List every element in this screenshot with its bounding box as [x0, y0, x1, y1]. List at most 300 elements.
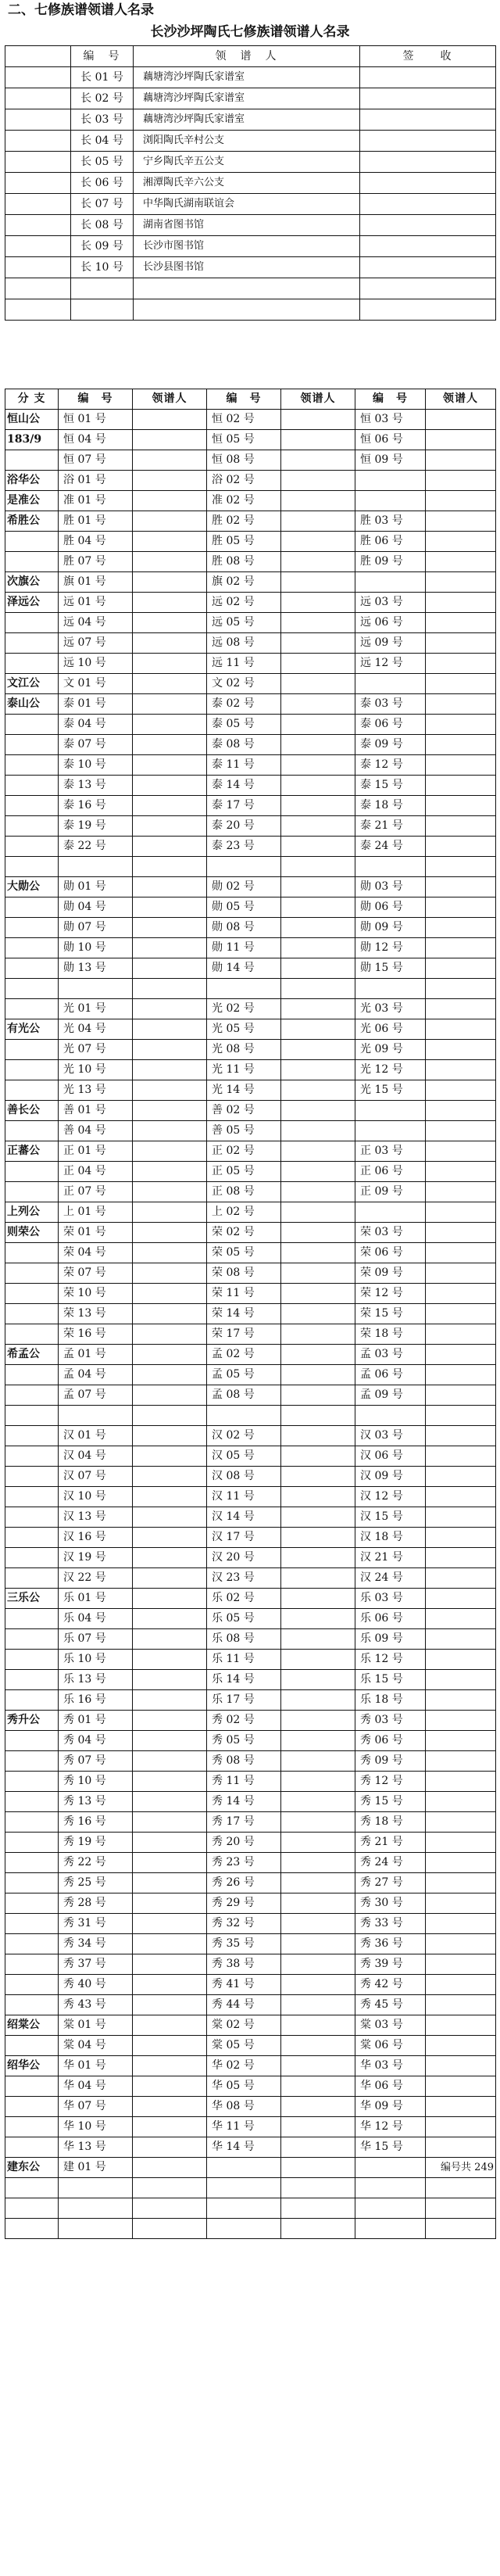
branch-cell: [5, 715, 59, 735]
branch-cell: [5, 1182, 59, 1202]
recipient-cell: [281, 1589, 355, 1609]
recipient-cell: [426, 1568, 496, 1589]
recipient-cell: [281, 897, 355, 918]
recipient-cell: [281, 1467, 355, 1487]
recipient-cell: [133, 1385, 207, 1406]
blank-cell: [5, 131, 71, 152]
branch-cell: 183/9: [5, 430, 59, 450]
code-cell: 秀 35 号: [207, 1934, 281, 1954]
code-cell: 善 04 号: [59, 1121, 133, 1141]
code-cell: 汉 18 号: [355, 1528, 426, 1548]
table-row: [5, 918, 496, 938]
code-cell: 乐 08 号: [207, 1629, 281, 1650]
recipient-cell: [281, 654, 355, 674]
code-cell: 华 02 号: [207, 2056, 281, 2076]
recipient-cell: [281, 2219, 355, 2239]
code-cell: 荣 14 号: [207, 1304, 281, 1324]
table-row: [5, 938, 496, 958]
recipient-cell: [133, 1975, 207, 1995]
code-cell: 光 05 号: [207, 1019, 281, 1040]
code-cell: 旗 01 号: [59, 572, 133, 593]
code-cell: 汉 21 号: [355, 1548, 426, 1568]
code-cell: 远 10 号: [59, 654, 133, 674]
recipient-cell: [133, 1040, 207, 1060]
table-row: [5, 2117, 496, 2137]
recipient-cell: [281, 633, 355, 654]
code-cell: 善 01 号: [59, 1101, 133, 1121]
recipient-cell: [426, 1426, 496, 1446]
recipient-cell: [133, 2158, 207, 2178]
code-cell: 泰 23 号: [207, 837, 281, 857]
code-cell: 恒 07 号: [59, 450, 133, 471]
code-cell: 华 01 号: [59, 2056, 133, 2076]
recipient-cell: [133, 1751, 207, 1772]
code-cell: 秀 21 号: [355, 1833, 426, 1853]
table-row: [5, 1182, 496, 1202]
branch-cell: [5, 1162, 59, 1182]
recipient-cell: [281, 1893, 355, 1914]
recipient-cell: [133, 938, 207, 958]
table-row: [5, 1243, 496, 1263]
blank-cell: [5, 88, 71, 109]
recipient-cell: [133, 1101, 207, 1121]
empty-row: [5, 278, 496, 299]
table-row: [5, 2097, 496, 2117]
recipient-cell: [133, 613, 207, 633]
code-cell: 秀 14 号: [207, 1792, 281, 1812]
code-cell: 恒 08 号: [207, 450, 281, 471]
branch-cell: [5, 918, 59, 938]
recipient-cell: [133, 1141, 207, 1162]
code-cell: 远 12 号: [355, 654, 426, 674]
branch-cell: [5, 1467, 59, 1487]
code-cell: [207, 1406, 281, 1426]
code-cell: 长 01 号: [71, 67, 134, 88]
code-cell: 浴 01 号: [59, 471, 133, 491]
table-row: [5, 173, 496, 194]
code-cell: 荣 09 号: [355, 1263, 426, 1284]
recipient-cell: [426, 1548, 496, 1568]
recipient-cell: [133, 1772, 207, 1792]
recipient-cell: [133, 1792, 207, 1812]
recipient-cell: [426, 1914, 496, 1934]
blank-cell: [5, 194, 71, 215]
code-cell: 汉 20 号: [207, 1548, 281, 1568]
recipient-cell: [281, 2097, 355, 2117]
code-cell: 恒 02 号: [207, 410, 281, 430]
recipient-cell: [281, 938, 355, 958]
recipient-cell: [133, 857, 207, 877]
code-cell: 泰 24 号: [355, 837, 426, 857]
recipient-cell: [133, 694, 207, 715]
recipient-cell: [133, 2056, 207, 2076]
branch-cell: [5, 1263, 59, 1284]
recipient-cell: [133, 1711, 207, 1731]
code-cell: 秀 40 号: [59, 1975, 133, 1995]
branch-cell: [5, 816, 59, 837]
recipient-cell: [133, 2198, 207, 2219]
code-cell: 勋 08 号: [207, 918, 281, 938]
recipient-cell: [281, 430, 355, 450]
branch-cell: 泰山公: [5, 694, 59, 715]
code-cell: 乐 06 号: [355, 1609, 426, 1629]
recipient-cell: [133, 1080, 207, 1101]
recipient-cell: [133, 410, 207, 430]
code-cell: 荣 16 号: [59, 1324, 133, 1345]
code-cell: [207, 857, 281, 877]
recipient-cell: [281, 1954, 355, 1975]
recipient-cell: [281, 918, 355, 938]
branch-cell: [5, 2117, 59, 2137]
table-row: [5, 735, 496, 755]
recipient-cell: [133, 1609, 207, 1629]
recipient-cell: [426, 1385, 496, 1406]
recipient-cell: [426, 1711, 496, 1731]
recipient-cell: [281, 1345, 355, 1365]
code-cell: 荣 13 号: [59, 1304, 133, 1324]
recipient-cell: [426, 1893, 496, 1914]
recipient-cell: [133, 1202, 207, 1223]
code-cell: 秀 05 号: [207, 1731, 281, 1751]
recipient-cell: [426, 2056, 496, 2076]
table-row: [5, 1223, 496, 1243]
recipient-cell: [133, 1589, 207, 1609]
code-cell: 勋 04 号: [59, 897, 133, 918]
table-row: [5, 152, 496, 173]
recipient-cell: [426, 1690, 496, 1711]
branch-cell: [5, 613, 59, 633]
code-cell: 秀 25 号: [59, 1873, 133, 1893]
code-cell: 勋 06 号: [355, 897, 426, 918]
code-cell: 泰 06 号: [355, 715, 426, 735]
blank-cell: [360, 278, 496, 299]
recipient-cell: [133, 1629, 207, 1650]
code-cell: 棠 01 号: [59, 2015, 133, 2036]
code-cell: 泰 10 号: [59, 755, 133, 776]
recipient-cell: [426, 999, 496, 1019]
header-code: 编 号: [71, 46, 134, 67]
recipient-cell: [426, 471, 496, 491]
branch-cell: [5, 1914, 59, 1934]
code-cell: 孟 07 号: [59, 1385, 133, 1406]
recipient-cell: [281, 1243, 355, 1263]
recipient-cell: [133, 999, 207, 1019]
recipient-cell: [133, 1873, 207, 1893]
recipient-cell: [133, 1182, 207, 1202]
table-row: [5, 2198, 496, 2219]
branch-cell: [5, 1040, 59, 1060]
branch-cell: [5, 1060, 59, 1080]
recipient-cell: 藕塘湾沙坪陶氏家谱室: [134, 88, 360, 109]
signature-cell: [360, 236, 496, 257]
code-cell: 孟 09 号: [355, 1385, 426, 1406]
code-cell: 秀 07 号: [59, 1751, 133, 1772]
table-row: [5, 1487, 496, 1507]
code-cell: 恒 09 号: [355, 450, 426, 471]
blank-cell: [71, 299, 134, 321]
code-cell: 秀 19 号: [59, 1833, 133, 1853]
recipient-cell: [281, 1365, 355, 1385]
code-cell: 乐 12 号: [355, 1650, 426, 1670]
code-cell: 泰 09 号: [355, 735, 426, 755]
code-cell: 长 07 号: [71, 194, 134, 215]
table-row: [5, 1772, 496, 1792]
recipient-cell: [426, 938, 496, 958]
recipient-cell: [133, 633, 207, 654]
code-cell: [355, 2219, 426, 2239]
recipient-cell: [426, 613, 496, 633]
recipient-cell: [133, 1568, 207, 1589]
recipient-cell: [133, 1650, 207, 1670]
header-branch: 分 支: [5, 389, 59, 410]
code-cell: 文 02 号: [207, 674, 281, 694]
code-cell: 秀 44 号: [207, 1995, 281, 2015]
recipient-cell: [281, 1934, 355, 1954]
blank-cell: [5, 152, 71, 173]
recipient-cell: [281, 694, 355, 715]
branch-cell: 秀升公: [5, 1711, 59, 1731]
recipient-cell: [133, 1223, 207, 1243]
blank-cell: [134, 278, 360, 299]
recipient-cell: [426, 1487, 496, 1507]
header-recipient: 领谱人: [281, 389, 355, 410]
code-cell: 秀 17 号: [207, 1812, 281, 1833]
code-cell: 远 06 号: [355, 613, 426, 633]
recipient-cell: [426, 430, 496, 450]
branch-cell: [5, 2178, 59, 2198]
table-row: [5, 1528, 496, 1548]
branch-cell: [5, 938, 59, 958]
recipient-cell: [281, 1568, 355, 1589]
recipient-cell: [133, 1406, 207, 1426]
table-row: [5, 552, 496, 572]
branch-cell: [5, 2137, 59, 2158]
recipient-cell: [133, 1446, 207, 1467]
branch-cell: [5, 1284, 59, 1304]
code-cell: 汉 07 号: [59, 1467, 133, 1487]
code-cell: 光 13 号: [59, 1080, 133, 1101]
recipient-cell: [133, 1670, 207, 1690]
code-cell: 秀 18 号: [355, 1812, 426, 1833]
recipient-cell: [426, 877, 496, 897]
recipient-cell: [133, 1365, 207, 1385]
code-cell: 棠 05 号: [207, 2036, 281, 2056]
recipient-cell: [426, 1772, 496, 1792]
branch-cell: [5, 1406, 59, 1426]
branch-cell: 善长公: [5, 1101, 59, 1121]
branch-cell: 希胜公: [5, 511, 59, 532]
code-cell: 远 03 号: [355, 593, 426, 613]
code-cell: 秀 34 号: [59, 1934, 133, 1954]
recipient-cell: [426, 1202, 496, 1223]
blank-cell: [5, 278, 71, 299]
recipient-cell: [426, 2097, 496, 2117]
code-cell: 荣 05 号: [207, 1243, 281, 1263]
code-cell: 泰 02 号: [207, 694, 281, 715]
branch-cell: [5, 2076, 59, 2097]
branch-cell: [5, 1609, 59, 1629]
recipient-cell: [426, 1345, 496, 1365]
code-cell: 勋 13 号: [59, 958, 133, 979]
code-cell: 秀 15 号: [355, 1792, 426, 1812]
recipient-cell: [133, 1324, 207, 1345]
table-row: [5, 1751, 496, 1772]
table-row: [5, 1507, 496, 1528]
recipient-cell: [426, 1507, 496, 1528]
recipient-cell: [281, 1202, 355, 1223]
code-cell: 光 12 号: [355, 1060, 426, 1080]
code-cell: 准 01 号: [59, 491, 133, 511]
blank-cell: [5, 173, 71, 194]
branch-cell: [5, 1731, 59, 1751]
recipient-cell: [426, 2036, 496, 2056]
recipient-cell: [426, 1182, 496, 1202]
code-cell: 光 03 号: [355, 999, 426, 1019]
recipient-cell: [426, 958, 496, 979]
table-row: [5, 877, 496, 897]
code-cell: 秀 30 号: [355, 1893, 426, 1914]
recipient-cell: [133, 958, 207, 979]
branch-cell: [5, 1853, 59, 1873]
recipient-cell: [426, 1731, 496, 1751]
table-row: [5, 1162, 496, 1182]
code-cell: 泰 17 号: [207, 796, 281, 816]
code-cell: 汉 01 号: [59, 1426, 133, 1446]
table-row: [5, 1873, 496, 1893]
recipient-cell: [426, 1873, 496, 1893]
recipient-cell: [281, 1690, 355, 1711]
recipient-cell: [133, 1162, 207, 1182]
code-cell: 秀 42 号: [355, 1975, 426, 1995]
code-cell: 秀 38 号: [207, 1954, 281, 1975]
branch-cell: 浴华公: [5, 471, 59, 491]
branch-cell: [5, 1650, 59, 1670]
recipient-cell: [426, 1934, 496, 1954]
table-row: [5, 1650, 496, 1670]
recipient-cell: [133, 2036, 207, 2056]
code-cell: 汉 06 号: [355, 1446, 426, 1467]
code-cell: 乐 16 号: [59, 1690, 133, 1711]
recipient-cell: [281, 1528, 355, 1548]
code-cell: 光 06 号: [355, 1019, 426, 1040]
recipient-cell: 湘潭陶氏辛六公支: [134, 173, 360, 194]
code-cell: 孟 01 号: [59, 1345, 133, 1365]
code-cell: 勋 03 号: [355, 877, 426, 897]
blank-cell: [5, 215, 71, 236]
table-row: [5, 1853, 496, 1873]
recipient-cell: [133, 1731, 207, 1751]
recipient-cell: [281, 1121, 355, 1141]
code-cell: 正 02 号: [207, 1141, 281, 1162]
code-cell: 泰 07 号: [59, 735, 133, 755]
recipient-cell: [426, 1812, 496, 1833]
code-cell: 勋 05 号: [207, 897, 281, 918]
recipient-cell: [281, 755, 355, 776]
branch-cell: 文江公: [5, 674, 59, 694]
table-row: [5, 430, 496, 450]
branch-cell: [5, 1324, 59, 1345]
code-cell: 秀 39 号: [355, 1954, 426, 1975]
code-cell: 远 04 号: [59, 613, 133, 633]
code-cell: 远 09 号: [355, 633, 426, 654]
recipient-cell: [133, 837, 207, 857]
table-row: [5, 694, 496, 715]
recipient-cell: [133, 1426, 207, 1446]
code-cell: 汉 02 号: [207, 1426, 281, 1446]
code-cell: 秀 04 号: [59, 1731, 133, 1751]
branch-cell: [5, 1548, 59, 1568]
table-header-row: [5, 389, 496, 410]
table-row: [5, 1406, 496, 1426]
recipient-cell: [281, 1324, 355, 1345]
code-cell: 乐 15 号: [355, 1670, 426, 1690]
recipient-cell: [426, 1853, 496, 1873]
recipient-cell: [426, 1670, 496, 1690]
recipient-cell: [426, 897, 496, 918]
code-cell: 建 01 号: [59, 2158, 133, 2178]
code-cell: 勋 15 号: [355, 958, 426, 979]
code-cell: 秀 24 号: [355, 1853, 426, 1873]
code-cell: 长 10 号: [71, 257, 134, 278]
table-row: [5, 471, 496, 491]
code-cell: [355, 2198, 426, 2219]
code-cell: 荣 11 号: [207, 1284, 281, 1304]
recipient-cell: [133, 1954, 207, 1975]
code-cell: 孟 05 号: [207, 1365, 281, 1385]
code-cell: 勋 07 号: [59, 918, 133, 938]
recipient-cell: [133, 1853, 207, 1873]
code-cell: 光 15 号: [355, 1080, 426, 1101]
recipient-cell: [426, 1243, 496, 1263]
recipient-cell: [281, 1182, 355, 1202]
recipient-cell: [133, 471, 207, 491]
recipient-cell: [281, 1833, 355, 1853]
code-cell: 光 08 号: [207, 1040, 281, 1060]
code-cell: 勋 12 号: [355, 938, 426, 958]
section-heading: 二、七修族谱领谱人名录: [8, 2, 154, 18]
recipient-cell: [281, 1019, 355, 1040]
recipient-cell: [426, 694, 496, 715]
table-row: [5, 796, 496, 816]
recipient-cell: [426, 816, 496, 837]
code-cell: 汉 10 号: [59, 1487, 133, 1507]
code-cell: 华 15 号: [355, 2137, 426, 2158]
branch-cell: 绍华公: [5, 2056, 59, 2076]
recipient-cell: [133, 674, 207, 694]
recipient-cell: [133, 1304, 207, 1324]
table-row: [5, 1914, 496, 1934]
code-cell: 孟 04 号: [59, 1365, 133, 1385]
recipient-cell: [426, 837, 496, 857]
recipient-cell: [426, 1019, 496, 1040]
code-cell: 远 07 号: [59, 633, 133, 654]
code-cell: 正 05 号: [207, 1162, 281, 1182]
code-cell: [207, 979, 281, 999]
blank-cell: [134, 299, 360, 321]
recipient-cell: [426, 1792, 496, 1812]
recipient-cell: [281, 1670, 355, 1690]
code-cell: [355, 1121, 426, 1141]
branch-cell: 三乐公: [5, 1589, 59, 1609]
table-row: [5, 1812, 496, 1833]
branch-cell: [5, 857, 59, 877]
code-cell: 恒 04 号: [59, 430, 133, 450]
table-row: [5, 257, 496, 278]
code-cell: 浴 02 号: [207, 471, 281, 491]
table-row: [5, 1385, 496, 1406]
code-cell: 秀 22 号: [59, 1853, 133, 1873]
code-cell: 准 02 号: [207, 491, 281, 511]
